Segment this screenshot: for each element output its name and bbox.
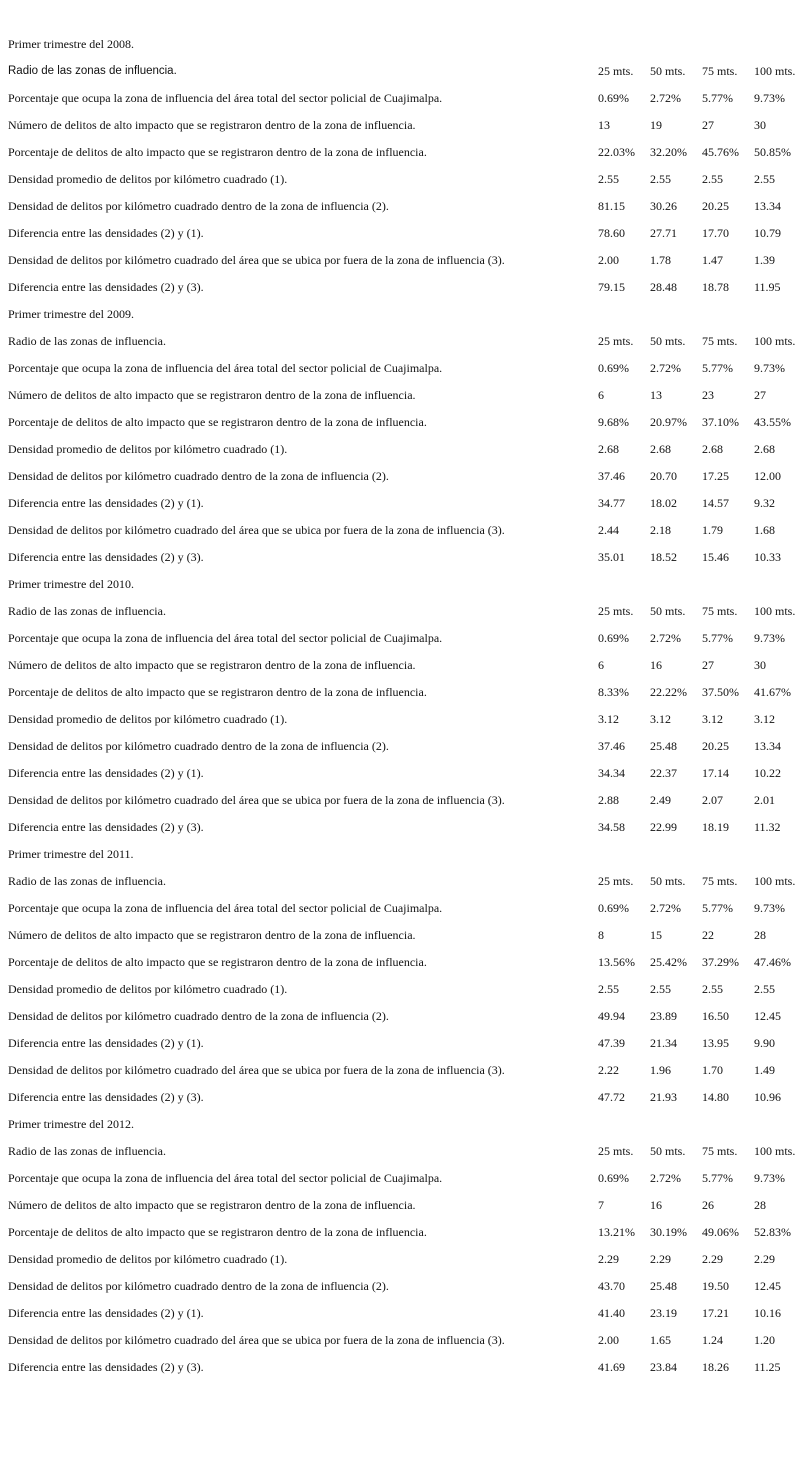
- row-label: Número de delitos de alto impacto que se registraron dentro de la zona de influencia.: [8, 928, 416, 942]
- value-cell: 9.68%: [598, 415, 629, 429]
- value-cell: 2.72%: [650, 361, 681, 375]
- value-cell: 17.21: [702, 1306, 729, 1320]
- table-row: [8, 409, 808, 436]
- value-cell: 18.78: [702, 280, 729, 294]
- value-cell: 13: [650, 388, 662, 402]
- value-cell: 9.73%: [754, 1171, 785, 1185]
- value-cell: 27: [702, 118, 714, 132]
- value-cell: 2.07: [702, 793, 723, 807]
- row-label: Diferencia entre las densidades (2) y (3).: [8, 820, 204, 834]
- value-cell: 75 mts.: [702, 604, 738, 618]
- value-cell: 11.32: [754, 820, 781, 834]
- value-cell: 50 mts.: [650, 64, 686, 78]
- table-row: [8, 706, 808, 733]
- value-cell: 1.20: [754, 1333, 775, 1347]
- value-cell: 100 mts.: [754, 334, 796, 348]
- value-cell: 50 mts.: [650, 1144, 686, 1158]
- table-row: [8, 544, 808, 571]
- value-cell: 13.34: [754, 199, 781, 213]
- table-row: [8, 166, 808, 193]
- quarter-section: [8, 1111, 808, 1381]
- table-row: [8, 598, 808, 625]
- value-cell: 9.73%: [754, 901, 785, 915]
- table-row: [8, 1057, 808, 1084]
- quarter-section: [8, 31, 808, 301]
- value-cell: 22.37: [650, 766, 677, 780]
- value-cell: 2.00: [598, 1333, 619, 1347]
- value-cell: 2.72%: [650, 631, 681, 645]
- table-row: [8, 328, 808, 355]
- value-cell: 75 mts.: [702, 334, 738, 348]
- value-cell: 14.57: [702, 496, 729, 510]
- table-row: [8, 382, 808, 409]
- value-cell: 15: [650, 928, 662, 942]
- value-cell: 30.26: [650, 199, 677, 213]
- row-label: Número de delitos de alto impacto que se registraron dentro de la zona de influencia.: [8, 388, 416, 402]
- table-row: [8, 274, 808, 301]
- value-cell: 23.19: [650, 1306, 677, 1320]
- value-cell: 81.15: [598, 199, 625, 213]
- table-row: [8, 976, 808, 1003]
- value-cell: 75 mts.: [702, 874, 738, 888]
- value-cell: 16: [650, 1198, 662, 1212]
- value-cell: 75 mts.: [702, 64, 738, 78]
- value-cell: 22.99: [650, 820, 677, 834]
- table-row: [8, 247, 808, 274]
- value-cell: 50 mts.: [650, 334, 686, 348]
- table-row: [8, 112, 808, 139]
- table-row: [8, 85, 808, 112]
- table-row: [8, 463, 808, 490]
- value-cell: 2.18: [650, 523, 671, 537]
- value-cell: 37.50%: [702, 685, 739, 699]
- quarter-section: [8, 841, 808, 1111]
- value-cell: 75 mts.: [702, 1144, 738, 1158]
- value-cell: 7: [598, 1198, 604, 1212]
- value-cell: 2.68: [702, 442, 723, 456]
- value-cell: 2.55: [754, 982, 775, 996]
- value-cell: 0.69%: [598, 1171, 629, 1185]
- value-cell: 100 mts.: [754, 604, 796, 618]
- table-row: [8, 1300, 808, 1327]
- value-cell: 41.69: [598, 1360, 625, 1374]
- row-label: Densidad de delitos por kilómetro cuadrado dentro de la zona de influencia (2).: [8, 1009, 389, 1023]
- value-cell: 25 mts.: [598, 874, 634, 888]
- value-cell: 2.22: [598, 1063, 619, 1077]
- value-cell: 6: [598, 658, 604, 672]
- value-cell: 25 mts.: [598, 334, 634, 348]
- row-label: Densidad de delitos por kilómetro cuadrado dentro de la zona de influencia (2).: [8, 199, 389, 213]
- table-row: [8, 220, 808, 247]
- influence-zone-table: [8, 58, 808, 301]
- value-cell: 28: [754, 1198, 766, 1212]
- value-cell: 37.29%: [702, 955, 739, 969]
- value-cell: 13: [598, 118, 610, 132]
- row-label: Densidad promedio de delitos por kilómetro cuadrado (1).: [8, 1252, 288, 1266]
- value-cell: 41.40: [598, 1306, 625, 1320]
- value-cell: 20.25: [702, 199, 729, 213]
- value-cell: 1.96: [650, 1063, 671, 1077]
- table-row: [8, 814, 808, 841]
- row-label: Número de delitos de alto impacto que se registraron dentro de la zona de influencia.: [8, 118, 416, 132]
- table-row: [8, 58, 808, 85]
- influence-zone-table: [8, 868, 808, 1111]
- table-row: [8, 1192, 808, 1219]
- value-cell: 9.73%: [754, 631, 785, 645]
- value-cell: 1.39: [754, 253, 775, 267]
- row-label: Diferencia entre las densidades (2) y (3).: [8, 550, 204, 564]
- value-cell: 5.77%: [702, 631, 733, 645]
- value-cell: 2.68: [598, 442, 619, 456]
- value-cell: 30: [754, 658, 766, 672]
- value-cell: 37.46: [598, 739, 625, 753]
- value-cell: 19: [650, 118, 662, 132]
- row-label: Porcentaje que ocupa la zona de influencia del área total del sector policial de Cuajimalpa.: [8, 361, 443, 375]
- quarter-section: [8, 571, 808, 841]
- value-cell: 25.42%: [650, 955, 687, 969]
- value-cell: 12.00: [754, 469, 781, 483]
- value-cell: 9.90: [754, 1036, 775, 1050]
- row-label: Porcentaje que ocupa la zona de influencia del área total del sector policial de Cuajimalpa.: [8, 631, 443, 645]
- value-cell: 10.33: [754, 550, 781, 564]
- value-cell: 28: [754, 928, 766, 942]
- quarter-section: [8, 301, 808, 571]
- section-title: Primer trimestre del 2010.: [8, 577, 134, 591]
- row-label: Porcentaje que ocupa la zona de influencia del área total del sector policial de Cuajimalpa.: [8, 1171, 443, 1185]
- value-cell: 11.95: [754, 280, 781, 294]
- value-cell: 9.32: [754, 496, 775, 510]
- value-cell: 16: [650, 658, 662, 672]
- row-label: Densidad de delitos por kilómetro cuadrado del área que se ubica por fuera de la zona de influencia (3).: [8, 793, 505, 807]
- value-cell: 0.69%: [598, 631, 629, 645]
- value-cell: 2.55: [702, 172, 723, 186]
- value-cell: 34.34: [598, 766, 625, 780]
- influence-zone-table: [8, 328, 808, 571]
- value-cell: 2.55: [650, 172, 671, 186]
- row-label: Densidad de delitos por kilómetro cuadrado del área que se ubica por fuera de la zona de influencia (3).: [8, 1333, 505, 1347]
- value-cell: 20.97%: [650, 415, 687, 429]
- value-cell: 100 mts.: [754, 64, 796, 78]
- row-label: Radio de las zonas de influencia.: [8, 874, 166, 888]
- table-row: [8, 1354, 808, 1381]
- table-row: [8, 787, 808, 814]
- row-label: Diferencia entre las densidades (2) y (3).: [8, 1360, 204, 1374]
- value-cell: 0.69%: [598, 901, 629, 915]
- value-cell: 5.77%: [702, 1171, 733, 1185]
- value-cell: 32.20%: [650, 145, 687, 159]
- value-cell: 27.71: [650, 226, 677, 240]
- value-cell: 17.14: [702, 766, 729, 780]
- value-cell: 13.34: [754, 739, 781, 753]
- row-label: Densidad de delitos por kilómetro cuadrado del área que se ubica por fuera de la zona de influencia (3).: [8, 523, 505, 537]
- value-cell: 15.46: [702, 550, 729, 564]
- value-cell: 22: [702, 928, 714, 942]
- value-cell: 27: [702, 658, 714, 672]
- influence-zone-table: [8, 598, 808, 841]
- row-label: Diferencia entre las densidades (2) y (3).: [8, 1090, 204, 1104]
- value-cell: 50 mts.: [650, 874, 686, 888]
- value-cell: 1.79: [702, 523, 723, 537]
- value-cell: 1.47: [702, 253, 723, 267]
- value-cell: 47.46%: [754, 955, 791, 969]
- value-cell: 2.88: [598, 793, 619, 807]
- value-cell: 25 mts.: [598, 1144, 634, 1158]
- value-cell: 1.78: [650, 253, 671, 267]
- table-row: [8, 733, 808, 760]
- influence-zone-table: [8, 1138, 808, 1381]
- value-cell: 21.93: [650, 1090, 677, 1104]
- value-cell: 28.48: [650, 280, 677, 294]
- value-cell: 2.29: [650, 1252, 671, 1266]
- value-cell: 45.76%: [702, 145, 739, 159]
- value-cell: 11.25: [754, 1360, 781, 1374]
- value-cell: 22.22%: [650, 685, 687, 699]
- row-label: Diferencia entre las densidades (2) y (1).: [8, 226, 204, 240]
- table-row: [8, 895, 808, 922]
- value-cell: 0.69%: [598, 361, 629, 375]
- table-row: [8, 1273, 808, 1300]
- table-row: [8, 679, 808, 706]
- table-row: [8, 1219, 808, 1246]
- row-label: Densidad promedio de delitos por kilómetro cuadrado (1).: [8, 172, 288, 186]
- value-cell: 2.68: [754, 442, 775, 456]
- table-row: [8, 193, 808, 220]
- value-cell: 14.80: [702, 1090, 729, 1104]
- value-cell: 9.73%: [754, 91, 785, 105]
- value-cell: 49.06%: [702, 1225, 739, 1239]
- table-row: [8, 1030, 808, 1057]
- value-cell: 9.73%: [754, 361, 785, 375]
- value-cell: 5.77%: [702, 361, 733, 375]
- row-label: Diferencia entre las densidades (2) y (1).: [8, 766, 204, 780]
- value-cell: 2.72%: [650, 901, 681, 915]
- value-cell: 18.52: [650, 550, 677, 564]
- value-cell: 25.48: [650, 739, 677, 753]
- value-cell: 2.72%: [650, 91, 681, 105]
- value-cell: 23.89: [650, 1009, 677, 1023]
- value-cell: 16.50: [702, 1009, 729, 1023]
- value-cell: 3.12: [650, 712, 671, 726]
- row-label: Radio de las zonas de influencia.: [8, 65, 177, 77]
- value-cell: 30.19%: [650, 1225, 687, 1239]
- value-cell: 79.15: [598, 280, 625, 294]
- value-cell: 8.33%: [598, 685, 629, 699]
- value-cell: 13.56%: [598, 955, 635, 969]
- value-cell: 50 mts.: [650, 604, 686, 618]
- section-title: Primer trimestre del 2009.: [8, 307, 134, 321]
- value-cell: 5.77%: [702, 91, 733, 105]
- row-label: Diferencia entre las densidades (2) y (1).: [8, 1036, 204, 1050]
- value-cell: 18.02: [650, 496, 677, 510]
- row-label: Densidad de delitos por kilómetro cuadrado del área que se ubica por fuera de la zona de influencia (3).: [8, 1063, 505, 1077]
- table-row: [8, 436, 808, 463]
- value-cell: 10.79: [754, 226, 781, 240]
- value-cell: 43.55%: [754, 415, 791, 429]
- value-cell: 2.01: [754, 793, 775, 807]
- table-row: [8, 1003, 808, 1030]
- value-cell: 2.49: [650, 793, 671, 807]
- value-cell: 8: [598, 928, 604, 942]
- table-row: [8, 490, 808, 517]
- value-cell: 13.95: [702, 1036, 729, 1050]
- row-label: Radio de las zonas de influencia.: [8, 604, 166, 618]
- row-label: Densidad promedio de delitos por kilómetro cuadrado (1).: [8, 442, 288, 456]
- value-cell: 20.70: [650, 469, 677, 483]
- value-cell: 18.26: [702, 1360, 729, 1374]
- value-cell: 1.70: [702, 1063, 723, 1077]
- value-cell: 2.55: [754, 172, 775, 186]
- value-cell: 12.45: [754, 1009, 781, 1023]
- value-cell: 0.69%: [598, 91, 629, 105]
- table-row: [8, 922, 808, 949]
- value-cell: 30: [754, 118, 766, 132]
- table-row: [8, 1138, 808, 1165]
- value-cell: 2.55: [598, 982, 619, 996]
- value-cell: 22.03%: [598, 145, 635, 159]
- table-row: [8, 517, 808, 544]
- table-row: [8, 949, 808, 976]
- row-label: Densidad de delitos por kilómetro cuadrado dentro de la zona de influencia (2).: [8, 1279, 389, 1293]
- value-cell: 10.16: [754, 1306, 781, 1320]
- value-cell: 2.55: [650, 982, 671, 996]
- value-cell: 17.70: [702, 226, 729, 240]
- value-cell: 34.77: [598, 496, 625, 510]
- section-title: Primer trimestre del 2012.: [8, 1117, 134, 1131]
- value-cell: 2.55: [598, 172, 619, 186]
- value-cell: 23.84: [650, 1360, 677, 1374]
- row-label: Porcentaje de delitos de alto impacto que se registraron dentro de la zona de influencia.: [8, 145, 427, 159]
- row-label: Densidad promedio de delitos por kilómetro cuadrado (1).: [8, 712, 288, 726]
- value-cell: 2.29: [754, 1252, 775, 1266]
- row-label: Porcentaje de delitos de alto impacto que se registraron dentro de la zona de influencia.: [8, 415, 427, 429]
- row-label: Densidad de delitos por kilómetro cuadrado del área que se ubica por fuera de la zona de influencia (3).: [8, 253, 505, 267]
- value-cell: 25.48: [650, 1279, 677, 1293]
- table-row: [8, 1327, 808, 1354]
- value-cell: 34.58: [598, 820, 625, 834]
- value-cell: 20.25: [702, 739, 729, 753]
- value-cell: 3.12: [754, 712, 775, 726]
- value-cell: 78.60: [598, 226, 625, 240]
- value-cell: 2.68: [650, 442, 671, 456]
- row-label: Número de delitos de alto impacto que se registraron dentro de la zona de influencia.: [8, 658, 416, 672]
- value-cell: 2.29: [598, 1252, 619, 1266]
- value-cell: 47.72: [598, 1090, 625, 1104]
- value-cell: 1.49: [754, 1063, 775, 1077]
- value-cell: 37.46: [598, 469, 625, 483]
- row-label: Porcentaje de delitos de alto impacto que se registraron dentro de la zona de influencia.: [8, 1225, 427, 1239]
- value-cell: 100 mts.: [754, 874, 796, 888]
- value-cell: 23: [702, 388, 714, 402]
- value-cell: 1.24: [702, 1333, 723, 1347]
- table-row: [8, 139, 808, 166]
- row-label: Porcentaje de delitos de alto impacto que se registraron dentro de la zona de influencia.: [8, 685, 427, 699]
- value-cell: 2.44: [598, 523, 619, 537]
- value-cell: 10.22: [754, 766, 781, 780]
- value-cell: 13.21%: [598, 1225, 635, 1239]
- value-cell: 27: [754, 388, 766, 402]
- row-label: Densidad de delitos por kilómetro cuadrado dentro de la zona de influencia (2).: [8, 739, 389, 753]
- value-cell: 43.70: [598, 1279, 625, 1293]
- value-cell: 2.29: [702, 1252, 723, 1266]
- value-cell: 18.19: [702, 820, 729, 834]
- table-row: [8, 760, 808, 787]
- value-cell: 26: [702, 1198, 714, 1212]
- row-label: Diferencia entre las densidades (2) y (1).: [8, 496, 204, 510]
- row-label: Diferencia entre las densidades (2) y (3).: [8, 280, 204, 294]
- value-cell: 12.45: [754, 1279, 781, 1293]
- value-cell: 37.10%: [702, 415, 739, 429]
- value-cell: 50.85%: [754, 145, 791, 159]
- value-cell: 52.83%: [754, 1225, 791, 1239]
- row-label: Porcentaje que ocupa la zona de influencia del área total del sector policial de Cuajimalpa.: [8, 91, 443, 105]
- table-row: [8, 1084, 808, 1111]
- section-title: Primer trimestre del 2008.: [8, 37, 134, 51]
- value-cell: 3.12: [702, 712, 723, 726]
- value-cell: 2.72%: [650, 1171, 681, 1185]
- value-cell: 25 mts.: [598, 604, 634, 618]
- row-label: Radio de las zonas de influencia.: [8, 334, 166, 348]
- row-label: Número de delitos de alto impacto que se registraron dentro de la zona de influencia.: [8, 1198, 416, 1212]
- table-row: [8, 1165, 808, 1192]
- value-cell: 2.55: [702, 982, 723, 996]
- value-cell: 3.12: [598, 712, 619, 726]
- table-row: [8, 868, 808, 895]
- row-label: Densidad promedio de delitos por kilómetro cuadrado (1).: [8, 982, 288, 996]
- value-cell: 1.68: [754, 523, 775, 537]
- value-cell: 2.00: [598, 253, 619, 267]
- value-cell: 6: [598, 388, 604, 402]
- table-row: [8, 1246, 808, 1273]
- section-title: Primer trimestre del 2011.: [8, 847, 134, 861]
- document-body: [8, 31, 808, 1381]
- value-cell: 19.50: [702, 1279, 729, 1293]
- value-cell: 41.67%: [754, 685, 791, 699]
- row-label: Porcentaje que ocupa la zona de influencia del área total del sector policial de Cuajimalpa.: [8, 901, 443, 915]
- value-cell: 1.65: [650, 1333, 671, 1347]
- value-cell: 100 mts.: [754, 1144, 796, 1158]
- value-cell: 25 mts.: [598, 64, 634, 78]
- row-label: Porcentaje de delitos de alto impacto que se registraron dentro de la zona de influencia.: [8, 955, 427, 969]
- value-cell: 5.77%: [702, 901, 733, 915]
- value-cell: 47.39: [598, 1036, 625, 1050]
- value-cell: 35.01: [598, 550, 625, 564]
- row-label: Diferencia entre las densidades (2) y (1).: [8, 1306, 204, 1320]
- table-row: [8, 652, 808, 679]
- table-row: [8, 355, 808, 382]
- table-row: [8, 625, 808, 652]
- value-cell: 17.25: [702, 469, 729, 483]
- value-cell: 49.94: [598, 1009, 625, 1023]
- row-label: Radio de las zonas de influencia.: [8, 1144, 166, 1158]
- row-label: Densidad de delitos por kilómetro cuadrado dentro de la zona de influencia (2).: [8, 469, 389, 483]
- value-cell: 21.34: [650, 1036, 677, 1050]
- value-cell: 10.96: [754, 1090, 781, 1104]
